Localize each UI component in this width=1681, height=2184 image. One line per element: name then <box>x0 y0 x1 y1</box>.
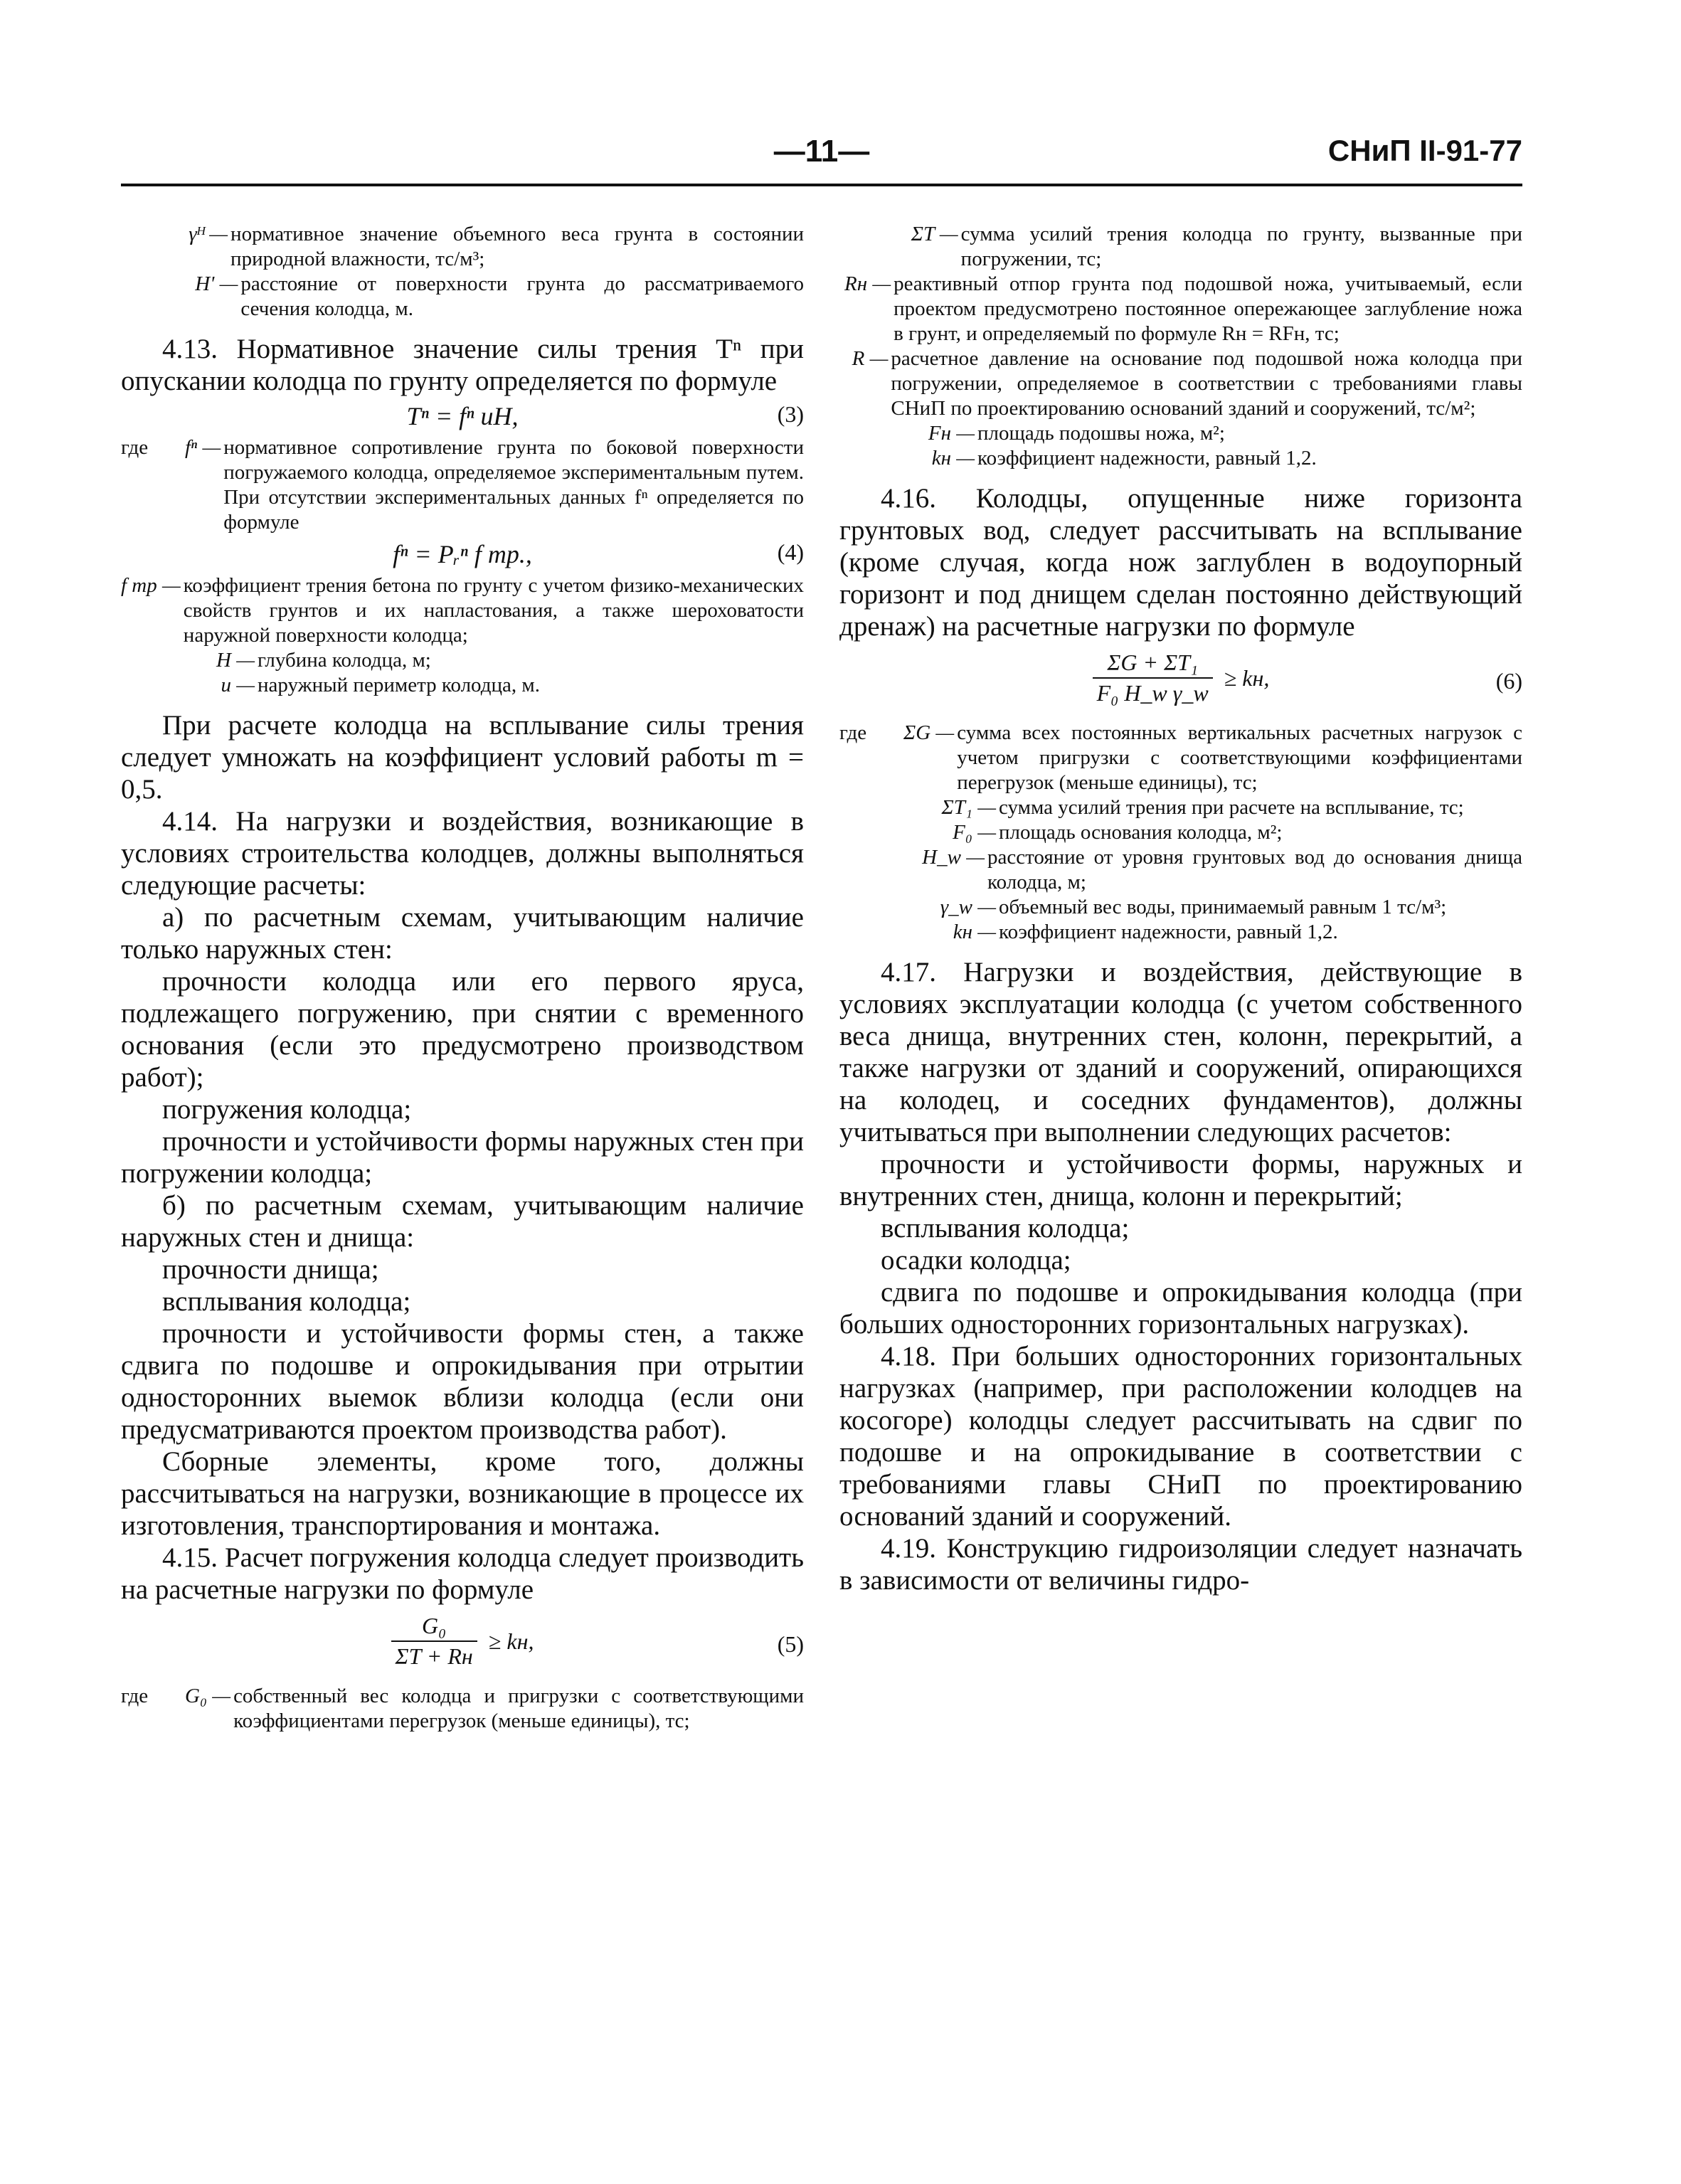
definition <box>121 1684 804 1734</box>
where-label: где <box>121 1685 149 1707</box>
formula-3 <box>121 397 804 435</box>
list-item: прочности колодца или его первого яруса, подлежащего погружению, при снятии с временного основания (если это предусмотрено производством работ); <box>121 966 804 1093</box>
formula-5 <box>121 1606 804 1684</box>
definition <box>839 421 1522 446</box>
definition-symbol: ΣT — <box>911 223 958 245</box>
definition-symbol: kн — <box>953 921 996 943</box>
list-item: осадки колодца; <box>881 1245 1071 1276</box>
definition-symbol: H — <box>216 649 255 672</box>
clause-4-19: 4.19. Конструкцию гидроизоляции следует назначать в зависимости от величины гидро- <box>839 1533 1522 1596</box>
definition-text: сумма усилий трения колодца по грунту, вызванные при погружении, тс; <box>960 223 1522 270</box>
definition <box>121 435 804 535</box>
document-code: СНиП II-91-77 <box>1327 134 1522 167</box>
clause-4-17: 4.17. Нагрузки и воздействия, действующие в условиях эксплуатации колодца (с учетом собственного веса днища, внутренних стен, колонн, перекрытий, а также нагрузки от зданий и сооружений, опирающихся на колодец, и соседних фундаментов), должны учитываться при выполнении следующих расчетов: <box>839 957 1522 1147</box>
clause-4-13: 4.13. Нормативное значение силы трения Tⁿ при опускании колодца по грунту определяется по формуле <box>121 334 804 396</box>
definition <box>839 446 1522 471</box>
definitions-formula-6 <box>839 721 1522 945</box>
definition-text: реактивный отпор грунта под подошвой ножа, учитываемый, если проектом предусмотрено постоянное опережающее заглубление ножа в грунт, и определяемый по формуле Rн = RFн, тс; <box>893 272 1522 345</box>
definition-text: наружный периметр колодца, м. <box>258 674 540 696</box>
definition-symbol: Fн — <box>928 422 975 445</box>
definition <box>121 272 804 322</box>
clause-4-15: 4.15. Расчет погружения колодца следует производить на расчетные нагрузки по формуле <box>121 1542 804 1605</box>
list-item: погружения колодца; <box>162 1094 412 1125</box>
definitions-top-left <box>121 222 804 322</box>
list-item: всплывания колодца; <box>881 1213 1130 1244</box>
clause-4-18: 4.18. При больших односторонних горизонтальных нагрузках (например, при расположении колодцев на косогоре) колодцы следует рассчитывать на сдвиг по подошве и на опрокидывание в соответствии с требованиями главы СНиП по проектированию оснований зданий и сооружений. <box>839 1341 1522 1532</box>
list-item: прочности и устойчивости формы, наружных и внутренних стен, днища, колонн и перекрытий; <box>839 1149 1522 1212</box>
definition-symbol: fⁿ — <box>185 436 221 459</box>
formula-expression: fⁿ = Pᵣⁿ f тр., <box>393 540 532 568</box>
right-column <box>839 222 1522 1596</box>
definition-symbol: H_w — <box>922 846 985 869</box>
definition <box>839 920 1522 945</box>
definition-symbol: kн — <box>931 447 975 470</box>
definition-text: собственный вес колодца и пригрузки с соответствующими коэффициентами перегрузок (меньше единицы), тс; <box>233 1685 804 1732</box>
paragraph-prefab: Сборные элементы, кроме того, должны рассчитываться на нагрузки, возникающие в процессе их изготовления, транспортирования и монтажа. <box>121 1446 804 1541</box>
definition-symbol: F₀ — <box>953 821 996 844</box>
relation: ≥ kн, <box>1224 664 1270 691</box>
definition <box>121 673 804 698</box>
definition <box>839 222 1522 272</box>
paragraph-floating-friction: При расчете колодца на всплывание силы трения следует умножать на коэффициент условий работы m = 0,5. <box>121 710 804 805</box>
definition <box>839 272 1522 346</box>
definition-text: сумма усилий трения при расчете на всплывание, тс; <box>999 796 1464 819</box>
definition <box>839 346 1522 421</box>
fraction <box>1093 650 1213 706</box>
definition-text: нормативное значение объемного веса грунта в состоянии природной влажности, тс/м³; <box>230 223 804 270</box>
definition-text: расстояние от уровня грунтовых вод до основания днища колодца, м; <box>987 846 1522 894</box>
formula-6 <box>839 642 1522 721</box>
fraction <box>391 1613 477 1670</box>
definition-text: площадь подошвы ножа, м²; <box>977 422 1225 445</box>
where-label: где <box>121 436 149 459</box>
definition <box>121 222 804 272</box>
where-label: где <box>839 721 867 744</box>
definition-text: сумма всех постоянных вертикальных расчетных нагрузок с учетом пригрузки с соответствующими коэффициентами перегрузок (меньше единицы), тс; <box>957 721 1522 794</box>
definition <box>121 573 804 648</box>
definitions-formula-3 <box>121 435 804 535</box>
definition-text: площадь основания колодца, м²; <box>999 821 1283 844</box>
formula-number: (4) <box>777 539 804 565</box>
left-column <box>121 222 804 1734</box>
definition-symbol: G₀ — <box>185 1685 231 1707</box>
clause-4-14: 4.14. На нагрузки и воздействия, возникающие в условиях строительства колодцев, должны выполняться следующие расчеты: <box>121 806 804 901</box>
list-item: прочности и устойчивости формы стен, а также сдвига по подошве и опрокидывания при отрытии односторонних выемок вблизи колодца (если они предусматриваются проектом производства работ). <box>121 1318 804 1445</box>
list-item: а) по расчетным схемам, учитывающим наличие только наружных стен: <box>121 902 804 965</box>
formula-number: (6) <box>1495 668 1522 694</box>
list-item: б) по расчетным схемам, учитывающим наличие наружных стен и днища: <box>121 1190 804 1253</box>
definition-symbol: ΣT₁ — <box>941 796 996 819</box>
definition-symbol: ΣG — <box>903 721 955 744</box>
header-rule <box>121 184 1522 186</box>
definition-symbol: γ_w — <box>940 896 996 918</box>
clause-4-16: 4.16. Колодцы, опущенные ниже горизонта грунтовых вод, следует рассчитывать на всплывание (кроме случая, когда нож заглублен в водоупорный горизонт и под днищем сделан постоянно действующий дренаж) на расчетные нагрузки по формуле <box>839 483 1522 642</box>
definition-text: глубина колодца, м; <box>258 649 431 672</box>
definition-symbol: u — <box>221 674 255 696</box>
formula-expression: Tⁿ = fⁿ uH, <box>406 402 519 430</box>
definition-text: расстояние от поверхности грунта до рассматриваемого сечения колодца, м. <box>240 272 804 320</box>
definition <box>839 795 1522 820</box>
definition <box>839 820 1522 845</box>
definition <box>839 895 1522 920</box>
definition-text: расчетное давление на основание под подошвой ножа колодца при погружении, определяемое в соответствии с требованиями главы СНиП по проектированию оснований зданий и сооружений, тс/м²; <box>891 347 1522 420</box>
definition-text: нормативное сопротивление грунта по боковой поверхности погружаемого колодца, определяемое экспериментальным путем. При отсутствии экспериментальных данных fⁿ определяется по формуле <box>223 436 804 534</box>
list-item: прочности и устойчивости формы наружных стен при погружении колодца; <box>121 1126 804 1189</box>
formula-number: (5) <box>777 1631 804 1657</box>
definition <box>839 721 1522 795</box>
definition-symbol: f тр — <box>121 574 181 597</box>
definition-text: коэффициент надежности, равный 1,2. <box>977 447 1317 470</box>
definitions-formula-4 <box>121 573 804 698</box>
page-header <box>121 134 1522 184</box>
list-item: всплывания колодца; <box>162 1286 411 1317</box>
formula-4 <box>121 535 804 573</box>
definitions-top-right <box>839 222 1522 471</box>
definition-symbol: H' — <box>195 272 238 295</box>
definition <box>839 845 1522 895</box>
list-item: прочности днища; <box>162 1254 379 1285</box>
formula-number: (3) <box>777 401 804 427</box>
page-number: —11— <box>773 134 870 169</box>
denominator: ΣT + Rн <box>395 1643 473 1669</box>
numerator: ΣG + ΣT₁ <box>1093 650 1213 679</box>
numerator: G₀ <box>391 1613 477 1642</box>
definitions-formula-5 <box>121 1684 804 1734</box>
relation: ≥ kн, <box>488 1628 534 1654</box>
definition <box>121 648 804 673</box>
definition-symbol: γᴴ — <box>189 223 228 245</box>
definition-text: коэффициент трения бетона по грунту с учетом физико-механических свойств грунтов и их напластования, а также шероховатости наружной поверхности колодца; <box>183 574 804 647</box>
definition-text: коэффициент надежности, равный 1,2. <box>999 921 1338 943</box>
definition-text: объемный вес воды, принимаемый равным 1 тс/м³; <box>999 896 1447 918</box>
denominator: F₀ H_w γ_w <box>1096 680 1209 706</box>
list-item: сдвига по подошве и опрокидывания колодца (при больших односторонних горизонтальных нагрузках). <box>839 1277 1522 1340</box>
definition-symbol: R — <box>852 347 889 370</box>
definition-symbol: Rн — <box>844 272 891 295</box>
